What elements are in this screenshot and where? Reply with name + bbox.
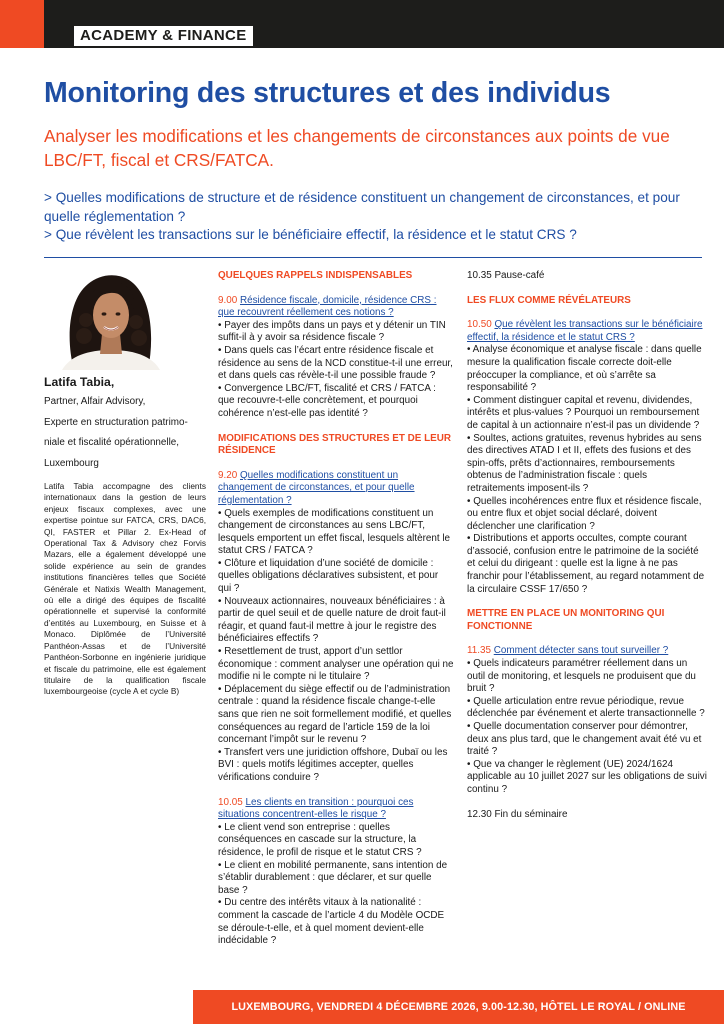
session-heading (218, 295, 454, 320)
session-bullet: • Payer des impôts dans un pays et y détenir un TIN suffit-il à y avoir sa résidence fiscale ? (218, 319, 446, 344)
speaker-role-line: Luxembourg (44, 457, 99, 469)
session-bullet: • Comment distinguer capital et revenu, dividendes, intérêts et plus-values ? Pourquoi un remboursement de capital à un actionnaire n’est-il pas un dividende ? (467, 394, 700, 431)
speaker-name: Latifa Tabia, (44, 375, 115, 389)
divider (44, 257, 702, 258)
session-bullet: • Clôture et liquidation d’une société de domicile : quelles obligations déclaratives subsistent, et pour qui ? (218, 557, 439, 595)
session-bullet: • Déplacement du siège effectif ou de l’administration centrale : quand la résidence fiscale change-t-elle sans que rien ne soit formellement modifié, et quelles conséquences au regard de l’article 159 de la loi concernant l’impôt sur le revenu ? (218, 683, 452, 746)
session-bullet: • Analyse économique et analyse fiscale : dans quelle mesure la qualification fiscale correcte doit-elle préoccuper la compliance, et où s’arrête sa responsabilité ? (467, 344, 702, 394)
session-bullet: • Quels exemples de modifications constituent un changement de circonstances au sens LBC/FT, lesquels emportent un effet fiscal, lesquels altèrent le statut CRS / FATCA ? (218, 507, 451, 557)
program-column-left (218, 270, 454, 948)
page-subtitle: Analyser les modifications et les changements de circonstances aux points de vue LBC/FT, fiscal et CRS/FATCA. (44, 126, 670, 170)
header-band (0, 0, 724, 48)
section-heading: QUELQUES RAPPELS INDISPENSABLES (218, 270, 413, 281)
session-heading (218, 470, 454, 508)
session-heading (467, 319, 707, 344)
session-heading (218, 797, 454, 822)
schedule-note: 10.35 Pause-café (467, 270, 545, 281)
speaker-photo (44, 270, 178, 370)
session-bullet: • Quelle documentation conserver pour démontrer, deux ans plus tard, que le changement avait été vu et traité ? (467, 721, 702, 758)
session-heading (467, 645, 707, 658)
key-questions (44, 189, 709, 245)
session-time: 9.00 (218, 294, 238, 306)
section-heading: LES FLUX COMME RÉVÉLATEURS (467, 294, 631, 306)
schedule-note: 12.30 Fin du séminaire (467, 808, 568, 820)
key-question: > Que révèlent les transactions sur le bénéficiaire effectif, la résidence et le statut CRS ? (44, 227, 577, 242)
session-title: Que révèlent les transactions sur le bénéficiaire effectif, la résidence et le statut CRS ? (467, 319, 703, 343)
session-bullet: • Le client en mobilité permanente, sans intention de s’établir durablement : que déclarer, et sur quelle base ? (218, 859, 448, 896)
session-title: Les clients en transition : pourquoi ces situations concentrent-elles le risque ? (218, 796, 414, 821)
footer-band (193, 990, 724, 1024)
session-bullet: • Quelle articulation entre revue périodique, revue déclenchée par événement et alerte transactionnelle ? (467, 695, 705, 720)
session-bullet: • Du centre des intérêts vitaux à la nationalité : comment la cascade de l’article 4 du Modèle OCDE se déroule-t-elle, et à quel moment devient-elle indécidable ? (218, 897, 445, 947)
speaker-role-line: niale et fiscalité opérationnelle, (44, 437, 180, 448)
event-info: LUXEMBOURG, VENDREDI 4 DÉCEMBRE 2026, 9.00-12.30, HÔTEL LE ROYAL / ONLINE (231, 1001, 686, 1013)
session-bullet: • Distributions et apports occultes, compte courant d’associé, confusion entre le patrimoine de la société et celui du dirigeant : quelle est la ligne à ne pas franchir pour l’établissement, au regard notamment de la circulaire CSSF 17/650 ? (467, 533, 705, 595)
session-title: Comment détecter sans tout surveiller ? (493, 645, 669, 657)
session-bullet: • Transfert vers une juridiction offshore, Dubaï ou les BVI : quels motifs légitimes accepter, quelles vérifications conduire ? (218, 746, 448, 783)
section-heading: METTRE EN PLACE UN MONITORING QUI FONCTIONNE (467, 608, 665, 632)
session-time: 9.20 (218, 469, 238, 481)
session-time: 10.05 (218, 796, 243, 808)
brand-label: ACADEMY & FINANCE (74, 26, 253, 46)
session-bullet: • Soultes, actions gratuites, revenus hybrides au sens des directives ATAD I et II, effets des fusions et des spin-offs, prêts d’actionnaires, remboursements obtenus de l’administration fiscale : quels retraitements imposent-ils ? (467, 432, 702, 494)
session-time: 10.50 (467, 319, 492, 331)
header-accent-block (0, 0, 44, 48)
section-heading: MODIFICATIONS DES STRUCTURES ET DE LEUR RÉSIDENCE (218, 432, 451, 457)
session-bullet: • Que va changer le règlement (UE) 2024/1624 applicable au 10 juillet 2027 sur les obligations de suivi continu ? (467, 758, 707, 795)
session-bullet: • Le client vend son entreprise : quelles conséquences en cascade sur la structure, la résidence, le profil de risque et le statut CRS ? (218, 821, 422, 858)
session-time: 11.35 (467, 645, 491, 657)
speaker-role-line: Partner, Alfair Advisory, (44, 396, 146, 407)
speaker-portrait-icon (44, 270, 178, 370)
session-title: Quelles modifications constituent un changement de circonstances, et pour quelle réglementation ? (218, 469, 415, 506)
speaker-role-line: Experte en structuration patrimo- (44, 416, 188, 428)
session-bullet: • Quelles incohérences entre flux et résidence fiscale, ou entre flux et objet social déclaré, doivent déclencher une clarification ? (467, 495, 702, 532)
session-bullet: • Nouveaux actionnaires, nouveaux bénéficiaires : à partir de quel seuil et de quelle nature de droit faut-il réagir, et quand faut-il mettre à jour le registre des bénéficiaires effectifs ? (218, 595, 446, 645)
page-title: Monitoring des structures et des individus (44, 77, 611, 109)
session-bullet: • Dans quels cas l’écart entre résidence fiscale et résidence au sens de la NCD constitue-t-il une erreur, et dans quels cas révèle-t-il une possible fraude ? (218, 344, 453, 382)
session-bullet: • Resettlement de trust, apport d’un settlor économique : comment analyser une opération qui ne modifie ni le compte ni le titulaire ? (218, 646, 454, 683)
session-title: Résidence fiscale, domicile, résidence CRS : que recouvrent réellement ces notions ? (218, 294, 437, 319)
program-column-right (467, 270, 707, 821)
speaker-role (44, 392, 204, 474)
speaker-bio: Latifa Tabia accompagne des clients internationaux dans la gestion de leurs enjeux fiscaux complexes, avec une expertise pointue sur FATCA, CRS, DAC6, QI, FASTER et Pillar 2. Ex-Head of Operational Tax & Advisory chez Forvis Mazars, elle a également développé une solide expérience au sein de grandes institutions financières telles que Société Générale et Natixis Wealth Management, où elle a dirigé des équipes de fiscalité opérationnelle et supervisé la conformité d’entités au Luxembourg, en Suisse et à Monaco. Diplômée de l’Université Panthéon-Assas et de l’Université Panthéon-Sorbonne en ingénierie juridique et fiscale du patrimoine, elle est également titulaire de la qualification fiscale luxembourgeoise (cycle A et cycle B) (44, 481, 206, 697)
key-question: > Quelles modifications de structure et de résidence constituent un changement de circonstances, et pour quelle réglementation ? (44, 190, 680, 224)
session-bullet: • Quels indicateurs paramétrer réellement dans un outil de monitoring, et lesquels ne produisent que du bruit ? (467, 658, 696, 695)
session-bullet: • Convergence LBC/FT, fiscalité et CRS / FATCA : que recouvre-t-elle concrètement, et pourquoi cohérence n’est-elle pas identité ? (218, 382, 436, 419)
